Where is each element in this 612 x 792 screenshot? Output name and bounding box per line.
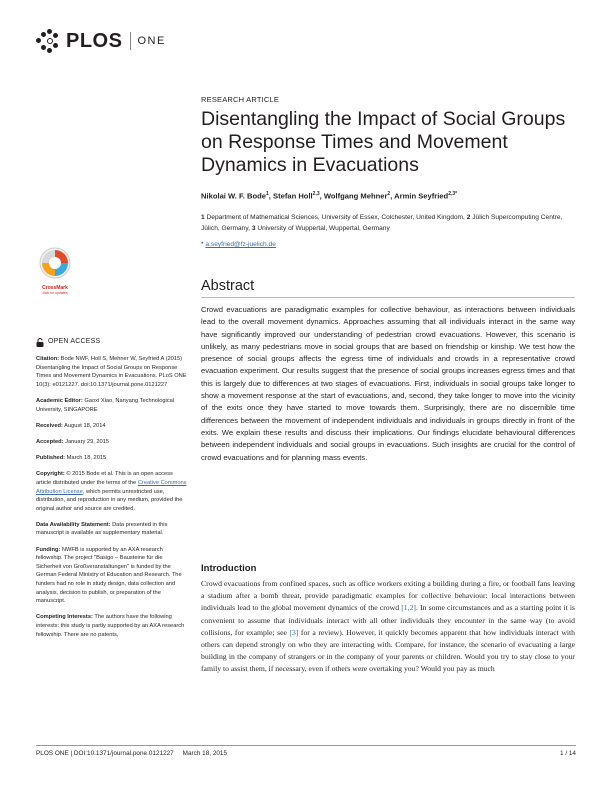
competing-interests-block — [36, 613, 188, 639]
article-info-sidebar — [36, 338, 188, 647]
journal-suffix: ONE — [137, 35, 166, 47]
plos-dots-icon — [36, 28, 62, 54]
crossmark-sub: click for updates — [42, 291, 68, 295]
footer-doi: PLOS ONE | DOI:10.1371/journal.pone.0121227 — [36, 750, 174, 757]
open-access-badge — [36, 338, 188, 347]
field-label: Data Availability Statement: — [36, 521, 111, 528]
journal-brand: PLOS — [66, 29, 123, 52]
introduction-text — [201, 578, 575, 676]
funding-text: NWFB is supported by an AXA research fellowship. The project "Basigo – Bausteine für die Sicherheit von Großveranstaltungen" is funded by the German Federal Ministry of Education and Research. The funders had no role in study design, data collection and analysis, decision to publish, or preparation of the manuscript. — [36, 546, 182, 605]
article-type: RESEARCH ARTICLE — [201, 95, 280, 104]
funding-block — [36, 546, 188, 606]
accepted-date: January 29, 2015 — [65, 438, 110, 445]
field-label: Academic Editor: — [36, 397, 83, 404]
data-availability-text: Data presented in this manuscript is available as supplementary material. — [36, 521, 168, 537]
author-name: Nikolai W. F. Bode — [201, 191, 266, 201]
open-lock-icon — [36, 338, 44, 347]
affil-text: Jülich Supercomputing Centre, Jülich, Germany, — [201, 214, 563, 232]
article-title: Disentangling the Impact of Social Groups on Response Times and Movement Dynamics in Evacuations — [201, 108, 566, 176]
logo-divider — [130, 32, 131, 50]
affil-text: Department of Mathematical Sciences, University of Essex, Colchester, United Kingdom, — [206, 214, 465, 221]
email-link[interactable]: a.seyfried@fz-juelich.de — [205, 241, 276, 248]
copyright-text: © 2015 Bode et al. This is an open access article distributed under the terms of the — [36, 471, 173, 486]
abstract-heading: Abstract — [201, 278, 255, 294]
author-affil-sup: 2 — [387, 191, 391, 197]
crossmark-badge[interactable] — [38, 246, 72, 295]
crossmark-icon — [38, 246, 72, 280]
page-number: 1 / 14 — [560, 750, 576, 757]
field-label: Published: — [36, 455, 66, 462]
open-access-label: OPEN ACCESS — [48, 338, 101, 346]
competing-interests-text: The authors have the following interests: this study is partly supported by an AXA research fellowship. There are no patents, — [36, 614, 185, 638]
field-label: Received: — [36, 422, 63, 429]
citation-link[interactable]: [3] — [289, 627, 299, 637]
field-label: Funding: — [36, 546, 61, 553]
body-text: for a review). However, it quickly becomes apparent that how individuals interact with others can depend strongly on who they are interacting with. Compare, for instance, the scenario of evacuating a large building in the company of strangers or in the company of your parents or children. Would you try to stay close to your family to assist them, if necessary, even if others were overtaking you? Would you pay as much — [201, 627, 575, 674]
footer-date: March 18, 2015 — [182, 750, 228, 757]
body-text: . In some circumstances and as a starting point it is convenient to assume that individuals interact with all other individuals they encounter in the same way (to avoid collisions, for example; see — [201, 603, 576, 637]
affil-number: 1 — [201, 214, 205, 221]
copyright-block — [36, 470, 188, 513]
page-footer — [36, 750, 576, 757]
abstract-divider — [201, 297, 575, 298]
copyright-text-end: , which permits unrestricted use, distribution, and reproduction in any medium, provided the original author and source are credited. — [36, 488, 183, 512]
field-label: Copyright: — [36, 471, 65, 478]
author-affil-sup: 2,3 — [312, 191, 320, 197]
accepted-block — [36, 438, 188, 447]
abstract-text: Crowd evacuations are paradigmatic examples for collective behaviour, as interactions between individuals lead to the overall movement dynamics. Approaches assuming that all individuals interact in the same way have significantly improved our understanding of pedestrian crowd evacuations. However, this scenario is unlikely, as many pedestrians move in social groups that are based on friendship or kinship. We test how the presence of social groups affects the egress time of individuals and crowds in a representative crowd evacuation experiment. Our results suggest that the presence of social groups increases egress times and that this is largely due to differences at two stages of evacuations. First, individuals in social groups take longer to show a movement response at the start of evacuations, and, second, they take longer to move into the vicinity of the exits once they have started to move towards them. Surprisingly, there are no discernible time differences between the movement of independent individuals and individuals in groups directly in front of the exits. We explain these results and discuss their implications. Our findings elucidate behavioural differences between independent individuals and social groups in evacuations. Such insights are crucial for the control of crowd evacuations and for planning mass events. — [201, 305, 575, 462]
section-heading: Introduction — [201, 563, 257, 574]
corr-marker: * — [201, 241, 204, 248]
affiliations — [201, 212, 581, 234]
body-text: Crowd evacuations from confined spaces, such as office workers exiting a building during a fire, or football fans leaving a stadium after a bomb threat, provide paradigmatic examples for collective behaviour: local interactions between individuals lead to the global movement dynamics of the crowd — [201, 579, 575, 613]
correspondence — [201, 241, 276, 248]
footer-divider — [36, 745, 576, 746]
footer-journal-doi — [36, 750, 227, 757]
field-label: Accepted: — [36, 438, 64, 445]
affil-text: University of Wuppertal, Wuppertal, Germany — [257, 225, 390, 232]
field-label: Competing Interests: — [36, 614, 93, 621]
license-link[interactable]: Creative Commons Attribution License — [36, 479, 187, 495]
author-name: Armin Seyfried — [394, 191, 449, 201]
citation-text: Bode NWF, Holl S, Mehner W, Seyfried A (2015) Disentangling the Impact of Social Groups on Response Times and Movement Dynamics in Evacuations. PLoS ONE 10(3): e0121227. doi:10.1371/journal.pone.0121227 — [36, 356, 187, 388]
author-name: Stefan Holl — [273, 191, 313, 201]
author-list: Nikolai W. F. Bode$^1$, Stefan Holl$^{2,3}$, Wolfgang Mehner$^2$, Armin Seyfried$^{2,3*}$ — [201, 191, 458, 201]
data-availability-block — [36, 521, 188, 538]
author-name: Wolfgang Mehner — [323, 191, 388, 201]
author-affil-sup: 1 — [265, 191, 269, 197]
editor-text: Gaoxi Xiao, Nanyang Technological University, SINGAPORE — [36, 397, 175, 413]
published-date: March 18, 2015 — [66, 455, 107, 462]
field-label: Citation: — [36, 356, 60, 362]
citation-block — [36, 355, 188, 389]
author-affil-sup: 2,3* — [448, 191, 458, 197]
citation-link[interactable]: [1,2] — [401, 603, 416, 613]
editor-block — [36, 397, 188, 414]
affil-number: 3 — [251, 225, 256, 232]
received-block — [36, 422, 188, 431]
received-date: August 18, 2014 — [64, 422, 106, 429]
journal-logo — [36, 26, 166, 56]
published-block — [36, 454, 188, 463]
crossmark-label: CrossMark — [42, 285, 68, 291]
affil-number: 2 — [466, 214, 471, 221]
